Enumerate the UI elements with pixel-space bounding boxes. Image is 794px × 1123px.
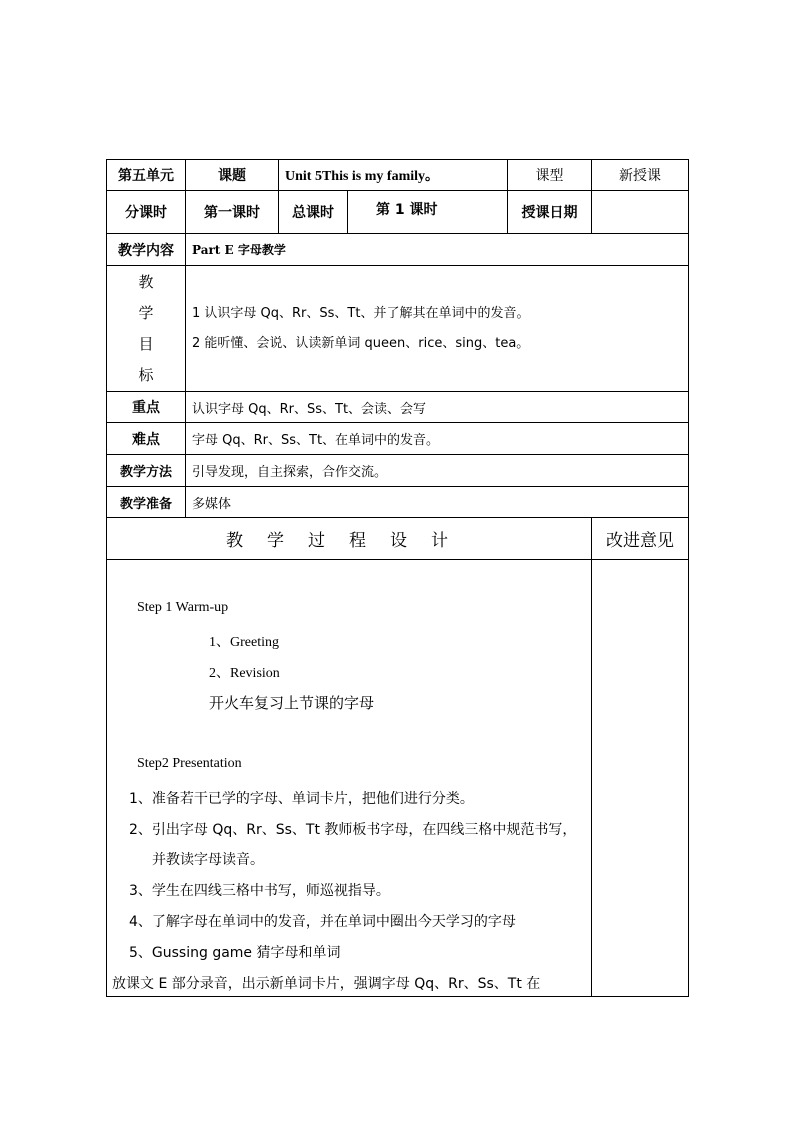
objectives-label-char: 教 [138,272,154,291]
objective-item: 1 认识字母 Qq、Rr、Ss、Tt、并了解其在单词中的发音。 [192,305,530,321]
step-item: 5、Gussing game 猜字母和单词 [129,945,341,961]
type-label: 课型 [508,160,592,191]
step-item: 放课文 E 部分录音，出示新单词卡片，强调字母 Qq、Rr、Ss、Tt 在 [112,976,541,992]
step-heading: Step 1 Warm-up [137,600,229,615]
objectives-label-char: 标 [138,365,154,384]
objectives-label [107,266,186,392]
preparation-value: 多媒体 [186,487,689,518]
lesson-label: 分课时 [107,191,186,234]
date-value [592,191,689,234]
type-value: 新授课 [592,160,689,191]
method-label: 教学方法 [107,455,186,487]
total-value: 第 1 课时 [348,191,508,234]
key-points-value: 认识字母 Qq、Rr、Ss、Tt、会读、会写 [186,392,689,423]
step-item: 开火车复习上节课的字母 [209,694,375,712]
step-item: 4、了解字母在单词中的发音，并在单词中圈出今天学习的字母 [129,914,516,930]
content-row [107,234,689,266]
difficulties-value: 字母 Qq、Rr、Ss、Tt、在单词中的发音。 [186,423,689,455]
content-value: Part E 字母教学 [186,234,689,266]
key-points-row [107,392,689,423]
content-label: 教学内容 [107,234,186,266]
step-item: 1、Greeting [209,635,279,650]
step-heading: Step2 Presentation [137,756,242,771]
process-body [107,560,592,997]
process-body-row [107,560,689,997]
difficulties-label: 难点 [107,423,186,455]
step-item: 2、Revision [209,666,280,681]
preparation-row [107,487,689,518]
objective-item: 2 能听懂、会说、认读新单词 queen、rice、sing、tea。 [192,335,530,351]
notes-label: 改进意见 [592,518,689,560]
date-label: 授课日期 [508,191,592,234]
step-item: 并教读字母读音。 [152,852,264,868]
method-value: 引导发现，自主探索，合作交流。 [186,455,689,487]
step-item: 1、准备若干已学的字母、单词卡片，把他们进行分类。 [129,791,474,807]
method-row [107,455,689,487]
header-row [107,160,689,191]
step-item: 2、引出字母 Qq、Rr、Ss、Tt 教师板书字母，在四线三格中规范书写， [129,822,577,838]
step-item: 3、学生在四线三格中书写，师巡视指导。 [129,883,390,899]
topic-value: Unit 5This is my family。 [279,160,508,191]
notes-body [592,560,689,997]
process-title: 教学过程设计 [107,518,592,560]
objectives-list [186,266,689,392]
lesson-value: 第一课时 [186,191,279,234]
schedule-row [107,191,689,234]
process-header-row [107,518,689,560]
unit-label: 第五单元 [107,160,186,191]
objectives-row [107,266,689,392]
key-points-label: 重点 [107,392,186,423]
total-label: 总课时 [279,191,348,234]
objectives-label-char: 目 [138,334,154,353]
lesson-plan-table [106,159,689,997]
objectives-label-char: 学 [138,303,154,322]
difficulties-row [107,423,689,455]
preparation-label: 教学准备 [107,487,186,518]
topic-label: 课题 [186,160,279,191]
